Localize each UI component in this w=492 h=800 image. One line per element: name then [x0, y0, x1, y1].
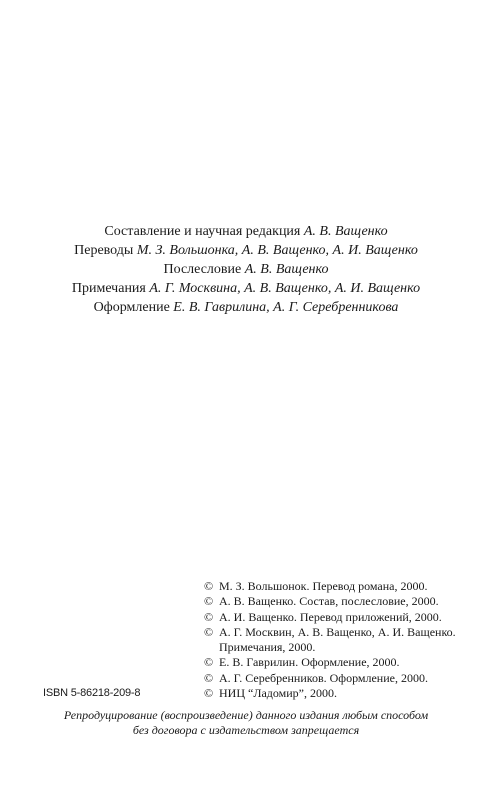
- copyright-item: [204, 594, 460, 609]
- reproduction-notice: [0, 708, 492, 738]
- copyright-icon: ©: [204, 670, 214, 685]
- copyright-icon: ©: [204, 686, 214, 701]
- credit-names: А. В. Ващенко: [244, 262, 329, 277]
- copyright-text: А. И. Ващенко. Перевод приложений, 2000.: [219, 609, 442, 624]
- copyright-text: А. Г. Москвин, А. В. Ващенко, А. И. Ващенко. Примечания, 2000.: [219, 624, 456, 655]
- credit-translations: [0, 241, 492, 260]
- copyright-item: [204, 686, 460, 701]
- credits-block: [0, 222, 492, 317]
- copyright-text: М. З. Вольшонок. Перевод романа, 2000.: [219, 579, 428, 593]
- credit-names: А. Г. Москвина, А. В. Ващенко, А. И. Ващенко: [149, 281, 421, 296]
- credit-design: [0, 298, 492, 317]
- copyright-text: А. В. Ващенко. Состав, послесловие, 2000.: [219, 594, 439, 609]
- credit-label: Послесловие: [163, 262, 242, 277]
- copyright-icon: ©: [204, 594, 214, 609]
- copyright-item: [204, 625, 460, 656]
- credit-label: Составление и научная редакция: [104, 224, 301, 239]
- copyright-item: [204, 671, 460, 686]
- credit-compilation: [0, 222, 492, 241]
- notice-line-1: Репродуцирование (воспроизведение) данного издания любым способом: [63, 708, 429, 722]
- credit-names: А. В. Ващенко: [303, 224, 388, 239]
- copyright-icon: ©: [204, 624, 214, 639]
- copyright-text: Е. В. Гаврилин. Оформление, 2000.: [219, 655, 400, 670]
- credit-label: Примечания: [71, 281, 146, 296]
- copyright-text: НИЦ “Ладомир”, 2000.: [219, 686, 338, 701]
- credit-names: Е. В. Гаврилина, А. Г. Серебренникова: [173, 300, 399, 315]
- credit-label: Оформление: [93, 300, 170, 315]
- credit-names: М. З. Вольшонка, А. В. Ващенко, А. И. Ващенко: [136, 243, 418, 258]
- copyright-text: А. Г. Серебренников. Оформление, 2000.: [219, 670, 428, 685]
- notice-line-2: без договора с издательством запрещается: [132, 723, 360, 737]
- credit-afterword: [0, 260, 492, 279]
- credit-notes: [0, 279, 492, 298]
- copyright-icon: ©: [204, 655, 214, 670]
- copyright-icon: ©: [204, 579, 214, 593]
- credit-label: Переводы: [74, 243, 134, 258]
- copyright-icon: ©: [204, 609, 214, 624]
- copyright-item: [204, 579, 460, 594]
- isbn-number: ISBN 5-86218-209-8: [43, 687, 141, 699]
- copyright-item: [204, 655, 460, 670]
- copyright-block: [204, 579, 460, 701]
- copyright-item: [204, 610, 460, 625]
